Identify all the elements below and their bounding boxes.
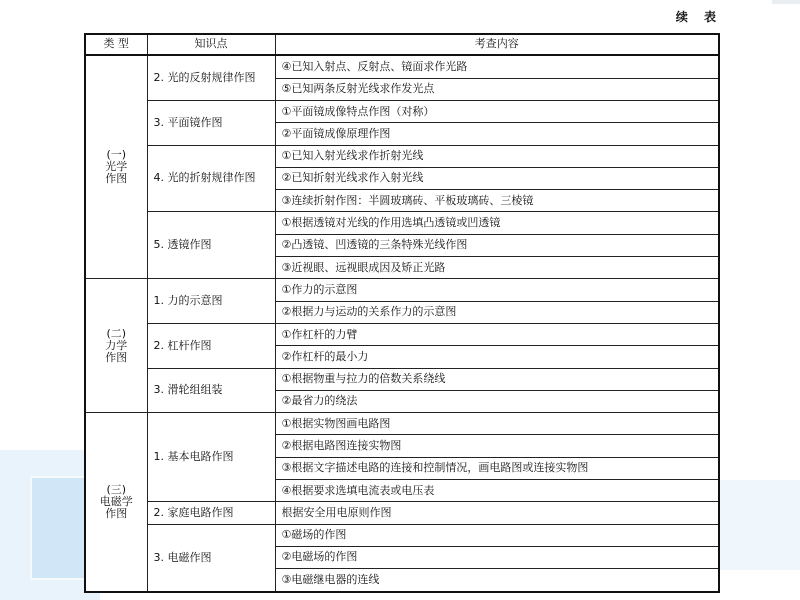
exam-content-cell: ③根据文字描述电路的连接和控制情况，画电路图或连接实物图 — [275, 457, 719, 479]
corner-decoration-top — [772, 0, 800, 4]
exam-content-cell: ①已知入射光线求作折射光线 — [275, 145, 719, 167]
exam-content-cell: ③连续折射作图：半圆玻璃砖、平板玻璃砖、三棱镜 — [275, 190, 719, 212]
exam-content-cell: ②最省力的绕法 — [275, 390, 719, 412]
table-header-row — [85, 34, 719, 55]
exam-content-cell: ②作杠杆的最小力 — [275, 346, 719, 368]
header-exam-content: 考查内容 — [275, 34, 719, 55]
knowledge-point-cell: 4. 光的折射规律作图 — [147, 145, 275, 212]
knowledge-point-cell: 2. 光的反射规律作图 — [147, 55, 275, 100]
category-label-line: 光学 — [105, 160, 128, 174]
exam-content-cell: ②根据电路图连接实物图 — [275, 435, 719, 457]
table-row — [85, 524, 719, 546]
exam-content-cell: ②已知折射光线求作入射光线 — [275, 167, 719, 189]
knowledge-point-cell: 3. 平面镜作图 — [147, 100, 275, 145]
knowledge-point-cell: 2. 家庭电路作图 — [147, 502, 275, 524]
exam-content-cell: ④已知入射点、反射点、镜面求作光路 — [275, 55, 719, 78]
category-label-line: (一) — [106, 148, 127, 162]
header-knowledge-point: 知识点 — [147, 34, 275, 55]
table-row — [85, 413, 719, 435]
exam-content-cell: ①根据物重与拉力的倍数关系绕线 — [275, 368, 719, 390]
category-label-line: 作图 — [105, 172, 128, 186]
knowledge-point-cell: 1. 力的示意图 — [147, 279, 275, 324]
exam-content-cell: ③近视眼、远视眼成因及矫正光路 — [275, 257, 719, 279]
table-row — [85, 100, 719, 122]
exam-content-cell: ①平面镜成像特点作图（对称） — [275, 100, 719, 122]
knowledge-point-cell: 5. 透镜作图 — [147, 212, 275, 279]
knowledge-table — [84, 33, 720, 593]
table-body — [85, 55, 719, 592]
category-label-line: 力学 — [105, 338, 128, 352]
table-row — [85, 145, 719, 167]
exam-content-cell: ①根据实物图画电路图 — [275, 413, 719, 435]
exam-content-cell: ⑤已知两条反射光线求作发光点 — [275, 78, 719, 100]
continued-label: 续 表 — [675, 10, 722, 24]
category-label-line: 作图 — [105, 507, 128, 521]
category-label-line: (三) — [106, 482, 127, 496]
table-row — [85, 55, 719, 78]
category-cell — [85, 413, 147, 592]
knowledge-point-cell: 2. 杠杆作图 — [147, 323, 275, 368]
exam-content-cell: ②平面镜成像原理作图 — [275, 123, 719, 145]
knowledge-point-cell: 3. 滑轮组组装 — [147, 368, 275, 413]
knowledge-point-cell: 1. 基本电路作图 — [147, 413, 275, 502]
table-row — [85, 279, 719, 301]
table-row — [85, 502, 719, 524]
exam-content-cell: ①根据透镜对光线的作用选填凸透镜或凹透镜 — [275, 212, 719, 234]
table-row — [85, 368, 719, 390]
exam-content-cell: 根据安全用电原则作图 — [275, 502, 719, 524]
exam-content-cell: ②根据力与运动的关系作力的示意图 — [275, 301, 719, 323]
category-cell — [85, 279, 147, 413]
category-label-line: (二) — [106, 326, 127, 340]
category-cell — [85, 55, 147, 279]
header-type: 类 型 — [85, 34, 147, 55]
exam-content-cell: ④根据要求选填电流表或电压表 — [275, 479, 719, 501]
table-row — [85, 212, 719, 234]
category-label-line: 电磁学 — [99, 495, 133, 508]
knowledge-point-cell: 3. 电磁作图 — [147, 524, 275, 592]
exam-content-cell: ②凸透镜、凹透镜的三条特殊光线作图 — [275, 234, 719, 256]
exam-content-cell: ①作力的示意图 — [275, 279, 719, 301]
table-row — [85, 323, 719, 345]
exam-content-cell: ③电磁继电器的连线 — [275, 569, 719, 592]
exam-content-cell: ②电磁场的作图 — [275, 546, 719, 568]
corner-decoration-bottom-right — [720, 480, 800, 570]
category-label-line: 作图 — [105, 350, 128, 364]
exam-content-cell: ①磁场的作图 — [275, 524, 719, 546]
exam-content-cell: ①作杠杆的力臂 — [275, 323, 719, 345]
